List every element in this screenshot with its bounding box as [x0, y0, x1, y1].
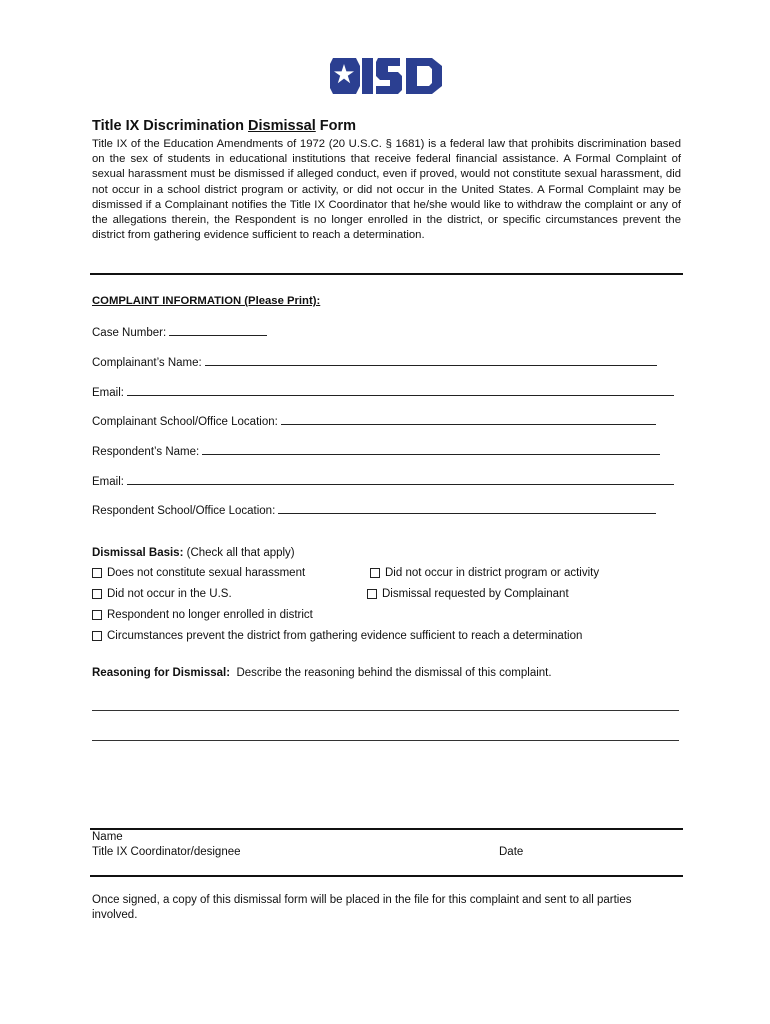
signature-date-label: Date [499, 846, 524, 858]
complainant-name-input[interactable] [205, 354, 657, 366]
intro-paragraph: Title IX of the Education Amendments of 1972 (20 U.S.C. § 1681) is a federal law that prohibits discrimination based on the sex of students in educational institutions that receive federal financial assistance. A Formal Complaint of sexual harassment must be dismissed if alleged conduct, even if proved, would not constitute sexual harassment, did not occur in a school district program or activity, or did not occur in the United States. A Formal Complaint may be dismissed if a Complainant notifies the Title IX Coordinator that he/she would like to withdraw the complaint or any of the allegations therein, the Respondent is no longer enrolled in the district, or specific circumstances prevent the district from gathering evidence sufficient to reach a determination. [92, 138, 681, 242]
respondent-location-field[interactable] [92, 502, 656, 517]
checkbox[interactable] [92, 589, 102, 599]
checkbox[interactable] [370, 568, 380, 578]
field-label: Respondent’s Name: [92, 446, 200, 458]
signature-title-label: Title IX Coordinator/designee [92, 846, 241, 858]
reasoning-line-2[interactable] [92, 740, 679, 741]
checkbox[interactable] [92, 610, 102, 620]
field-label: Respondent School/Office Location: [92, 505, 276, 517]
basis-option-respondent-not-enrolled[interactable]: Respondent no longer enrolled in district [92, 609, 313, 621]
case-number-field[interactable] [92, 324, 267, 339]
checkbox[interactable] [367, 589, 377, 599]
footer-divider [90, 875, 683, 877]
form-title: Title IX Discrimination Dismissal Form [92, 118, 357, 134]
dismissal-basis-heading: Dismissal Basis: (Check all that apply) [92, 547, 295, 559]
complainant-location-field[interactable] [92, 413, 656, 428]
field-label: Email: [92, 476, 124, 488]
field-label: Complainant’s Name: [92, 357, 202, 369]
respondent-name-field[interactable] [92, 443, 660, 458]
complaint-info-heading: COMPLAINT INFORMATION (Please Print): [92, 295, 321, 307]
basis-option-circumstances-prevent[interactable]: Circumstances prevent the district from gathering evidence sufficient to reach a determination [92, 630, 582, 642]
cisd-logo [330, 54, 444, 98]
signature-line[interactable] [90, 828, 683, 830]
basis-option-not-sexual-harassment[interactable]: Does not constitute sexual harassment [92, 567, 305, 579]
field-label: Complainant School/Office Location: [92, 416, 278, 428]
respondent-location-input[interactable] [278, 502, 656, 514]
signature-name-label: Name [92, 831, 123, 843]
reasoning-line-1[interactable] [92, 710, 679, 711]
section-divider [90, 273, 683, 275]
field-label: Case Number: [92, 327, 167, 339]
footer-note: Once signed, a copy of this dismissal form will be placed in the file for this complaint and sent to all parties involved. [92, 894, 632, 921]
checkbox[interactable] [92, 631, 102, 641]
checkbox[interactable] [92, 568, 102, 578]
respondent-email-field[interactable] [92, 473, 674, 488]
complainant-email-field[interactable] [92, 384, 674, 399]
reasoning-heading: Reasoning for Dismissal: Describe the reasoning behind the dismissal of this complaint. [92, 667, 552, 679]
field-label: Email: [92, 387, 124, 399]
respondent-email-input[interactable] [127, 473, 674, 485]
respondent-name-input[interactable] [202, 443, 660, 455]
basis-option-requested-by-complainant[interactable]: Dismissal requested by Complainant [367, 588, 569, 600]
basis-option-not-district-program[interactable]: Did not occur in district program or activity [370, 567, 599, 579]
case-number-input[interactable] [169, 324, 267, 336]
complainant-name-field[interactable] [92, 354, 657, 369]
complainant-email-input[interactable] [127, 384, 674, 396]
complainant-location-input[interactable] [281, 413, 656, 425]
form-title-underlined: Dismissal [248, 118, 316, 134]
basis-option-not-in-us[interactable]: Did not occur in the U.S. [92, 588, 232, 600]
